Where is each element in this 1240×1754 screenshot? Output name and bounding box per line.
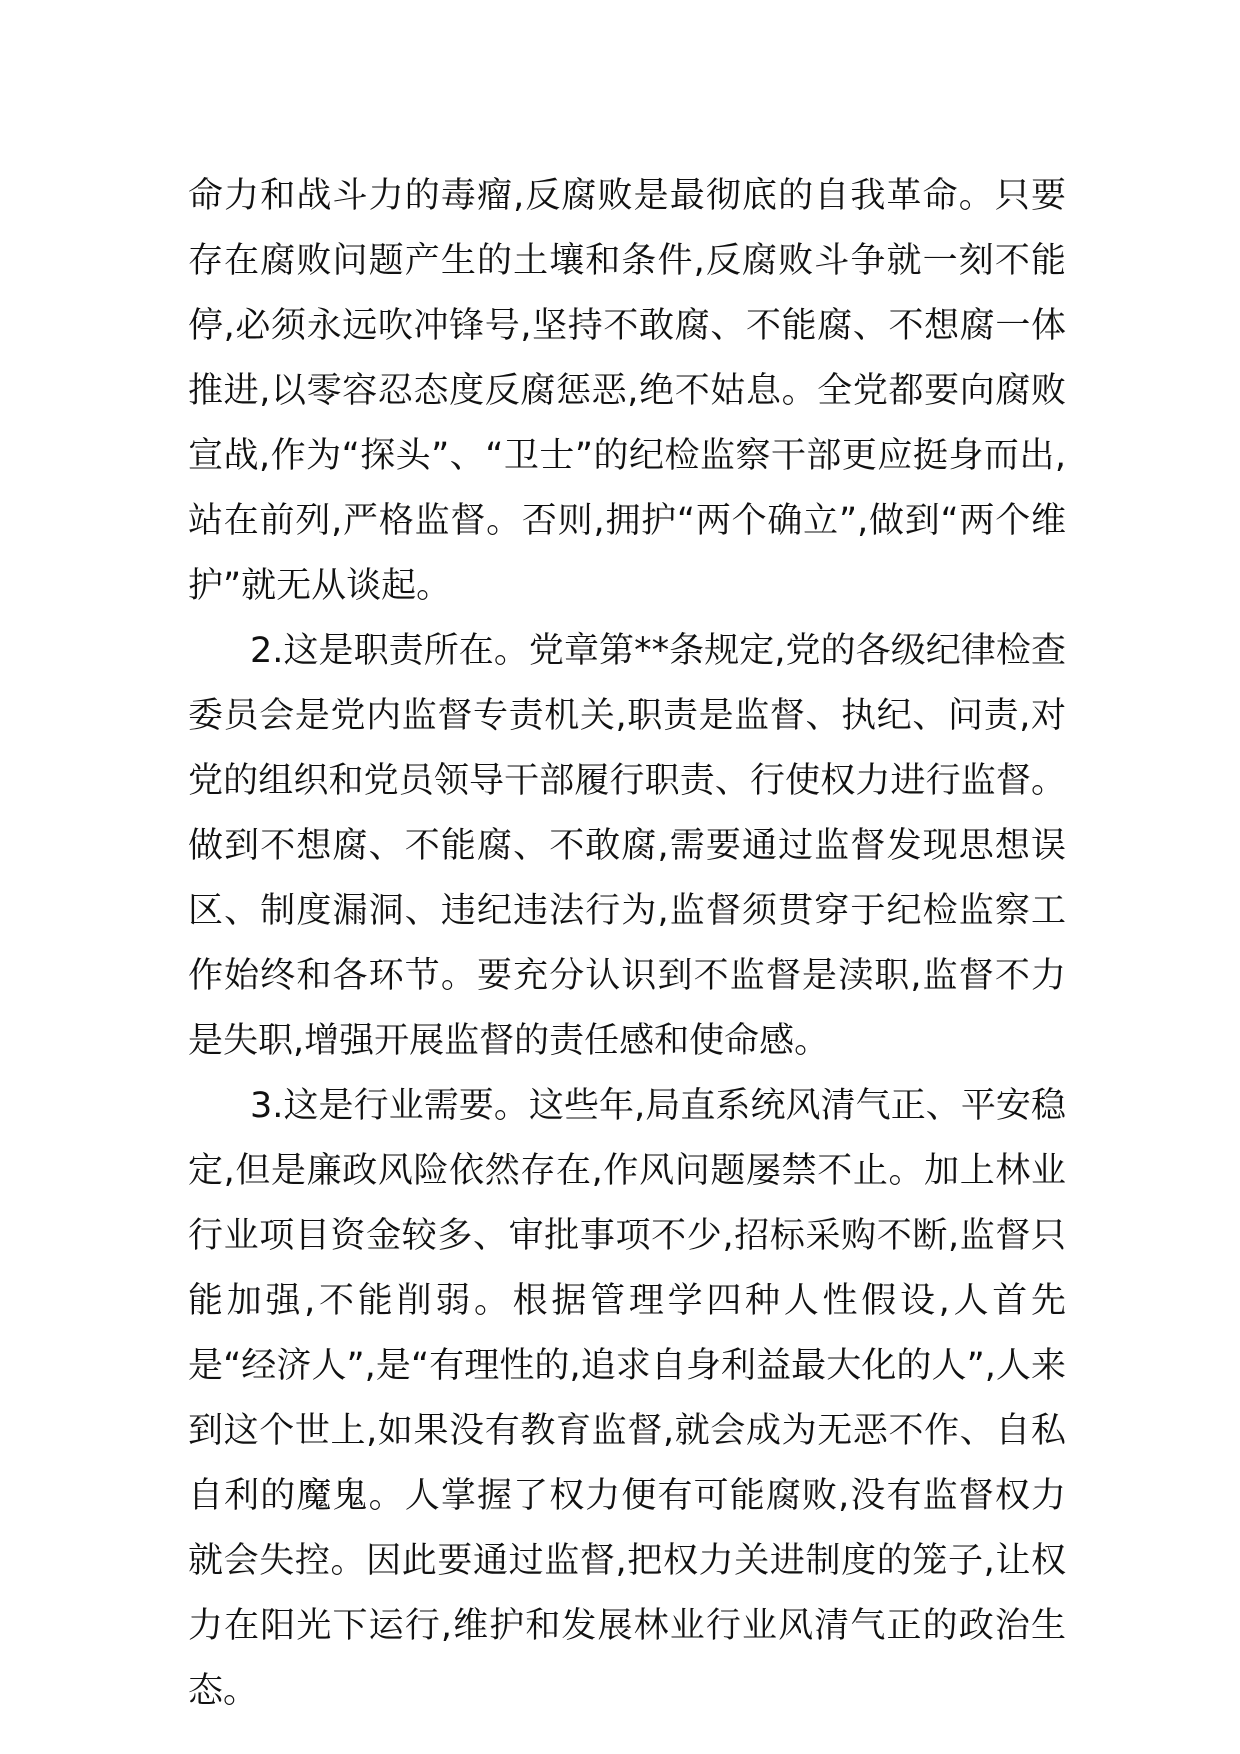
paragraph-item-3: 3.这是行业需要。这些年,局直系统风清气正、平安稳定,但是廉政风险依然存在,作风问题屡禁不止。加上林业行业项目资金较多、审批事项不少,招标采购不断,监督只能加强,不能削弱。根据管理学四种人性假设,人首先是“经济人”,是“有理性的,追求自身利益最大化的人”,人来到这个世上,如果没有教育监督,就会成为无恶不作、自私自利的魔鬼。人掌握了权力便有可能腐败,没有监督权力就会失控。因此要通过监督,把权力关进制度的笼子,让权力在阳光下运行,维护和发展林业行业风清气正的政治生态。 <box>188 1086 1066 1711</box>
paragraph-item-2: 2.这是职责所在。党章第**条规定,党的各级纪律检查委员会是党内监督专责机关,职责是监督、执纪、问责,对党的组织和党员领导干部履行职责、行使权力进行监督。做到不想腐、不能腐、不敢腐,需要通过监督发现思想误区、制度漏洞、违纪违法行为,监督须贯穿于纪检监察工作始终和各环节。要充分认识到不监督是渎职,监督不力是失职,增强开展监督的责任感和使命感。 <box>188 631 1066 1061</box>
paragraph-continuation: 命力和战斗力的毒瘤,反腐败是最彻底的自我革命。只要存在腐败问题产生的土壤和条件,反腐败斗争就一刻不能停,必须永远吹冲锋号,坚持不敢腐、不能腐、不想腐一体推进,以零容忍态度反腐惩恶,绝不姑息。全党都要向腐败宣战,作为“探头”、“卫士”的纪检监察干部更应挺身而出,站在前列,严格监督。否则,拥护“两个确立”,做到“两个维护”就无从谈起。 <box>188 176 1066 606</box>
document-body <box>188 164 1066 1724</box>
